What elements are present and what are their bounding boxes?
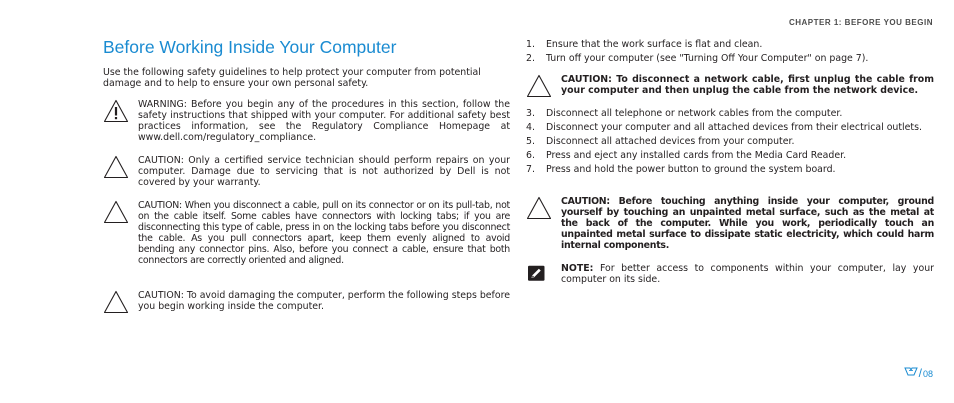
step-text: Disconnect your computer and all attached devices from their electrical outlets. <box>546 122 922 133</box>
caution-text: CAUTION: Only a certified service technician should perform repairs on your computer. Damage due to servicing that is not authorized by Dell is not covered by your warranty. <box>138 155 510 188</box>
step-text: Disconnect all telephone or network cables from the computer. <box>546 108 843 119</box>
warning-text: WARNING: Before you begin any of the procedures in this section, follow the safety instructions that shipped with your computer. For additional safety best practices information, see the Regulatory Compliance Homepage at www.dell.com/regulatory_compliance. <box>138 99 510 143</box>
page-number-value: 08 <box>922 369 933 379</box>
steps-list <box>526 39 926 64</box>
note-text: For better access to components within your computer, lay your computer on its side. <box>561 263 934 285</box>
list-item <box>526 122 926 133</box>
alienware-logo-icon <box>904 367 918 376</box>
caution-notice <box>103 200 510 285</box>
step-text: Disconnect all attached devices from your computer. <box>546 136 795 147</box>
intro-paragraph: Use the following safety guidelines to help protect your computer from potential damage and to help to ensure your own personal safety. <box>103 67 481 89</box>
step-number: 2. <box>526 53 535 64</box>
caution-icon <box>526 74 552 98</box>
caution-icon <box>526 196 552 220</box>
caution-icon <box>103 155 129 179</box>
page-title: Before Working Inside Your Computer <box>103 37 397 57</box>
step-number: 6. <box>526 150 535 161</box>
list-item <box>526 136 926 147</box>
warning-notice <box>103 99 510 149</box>
caution-notice <box>103 290 510 316</box>
warning-icon <box>103 99 129 123</box>
step-number: 7. <box>526 164 535 175</box>
caution-icon <box>103 200 129 224</box>
caution-text: CAUTION: When you disconnect a cable, pull on its connector or on its pull-tab, not on the cable itself. Some cables have connectors with locking tabs; if you are disconnecting this type of cable, press in on the locking tabs before you disconnect the cable. As you pull connectors apart, keep them evenly aligned to avoid bending any connector pins. Also, before you connect a cable, ensure that both connectors are correctly oriented and aligned. <box>138 200 510 266</box>
step-number: 5. <box>526 136 535 147</box>
caution-text: CAUTION: To disconnect a network cable, first unplug the cable from your computer and then unplug the cable from the network device. <box>561 74 934 96</box>
note-pencil-icon <box>527 265 547 283</box>
step-text: Press and hold the power button to ground the system board. <box>546 164 836 175</box>
list-item <box>526 150 926 161</box>
list-item <box>526 108 926 119</box>
page-number <box>904 367 933 379</box>
note-label: NOTE: <box>561 263 594 274</box>
list-item <box>526 39 926 50</box>
chapter-header: CHAPTER 1: BEFORE YOU BEGIN <box>788 18 933 27</box>
caution-notice <box>103 155 510 193</box>
page-number-slash: / <box>918 366 922 380</box>
caution-notice <box>526 196 934 256</box>
list-item <box>526 53 926 64</box>
caution-icon <box>103 290 129 314</box>
caution-text: CAUTION: To avoid damaging the computer, perform the following steps before you begin working inside the computer. <box>138 290 511 312</box>
step-number: 3. <box>526 108 535 119</box>
step-text: Turn off your computer (see "Turning Off Your Computer" on page 7). <box>546 53 869 64</box>
caution-notice <box>526 74 934 100</box>
step-text: Ensure that the work surface is flat and clean. <box>546 39 763 50</box>
note-notice <box>526 263 934 289</box>
step-number: 1. <box>526 39 535 50</box>
list-item <box>526 164 926 175</box>
step-number: 4. <box>526 122 535 133</box>
steps-list <box>526 108 926 175</box>
step-text: Press and eject any installed cards from the Media Card Reader. <box>546 150 847 161</box>
caution-text: CAUTION: Before touching anything inside your computer, ground yourself by touching an unpainted metal surface, such as the metal at the back of the computer. While you work, periodically touch an unpainted metal surface to dissipate static electricity, which could harm internal components. <box>561 196 934 251</box>
